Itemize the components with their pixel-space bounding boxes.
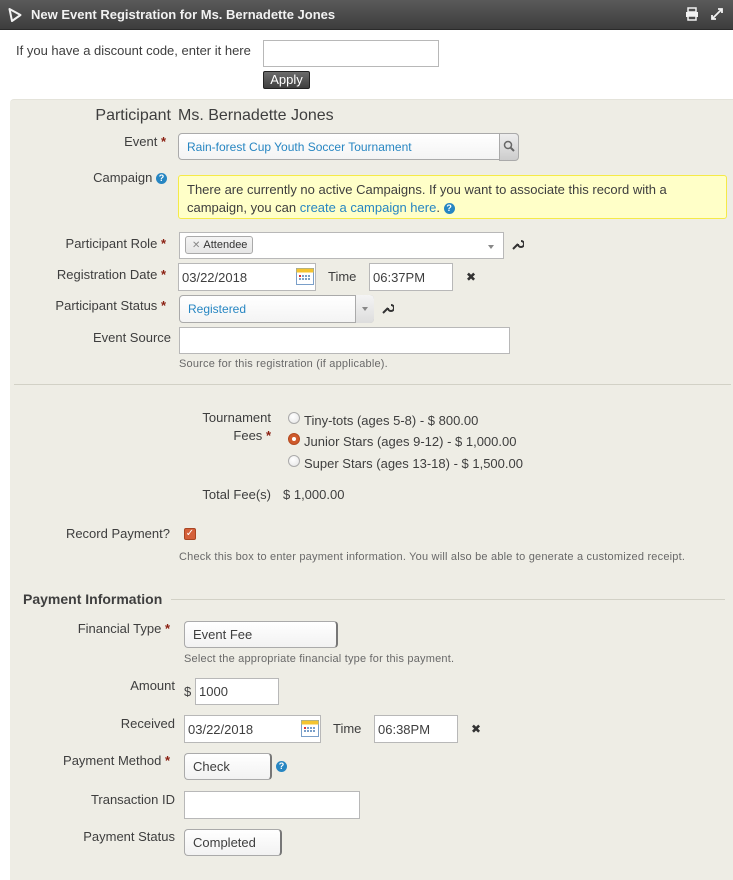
event-source-label: Event Source <box>92 330 171 345</box>
payment-status-select[interactable]: Completed <box>184 829 282 856</box>
calendar-icon[interactable] <box>301 720 319 737</box>
create-campaign-help-icon[interactable]: ? <box>444 203 455 214</box>
tournament-fees-label: Tournament Fees * <box>202 410 271 443</box>
campaign-notice-text-2: campaign, you can <box>187 200 300 215</box>
amount-input[interactable] <box>195 678 279 705</box>
campaign-label: Campaign ? <box>93 170 167 185</box>
chip-label: Attendee <box>203 239 248 251</box>
total-fees-label: Total Fee(s) <box>202 487 271 502</box>
event-search-button[interactable] <box>499 133 519 161</box>
transaction-id-input[interactable] <box>184 791 360 819</box>
event-selected-value: Rain-forest Cup Youth Soccer Tournament <box>187 140 412 154</box>
expand-icon[interactable] <box>710 7 724 21</box>
participant-role-label: Participant Role * <box>65 236 166 251</box>
wrench-icon[interactable] <box>381 302 394 315</box>
search-icon <box>503 140 516 153</box>
participant-status-label: Participant Status * <box>55 298 166 313</box>
apply-discount-button[interactable]: Apply <box>263 71 310 89</box>
fee-option-label: Super Stars (ages 13-18) - $ 1,500.00 <box>304 456 523 471</box>
participant-status-value: Registered <box>188 302 247 316</box>
financial-type-select[interactable]: Event Fee <box>184 621 338 648</box>
currency-symbol: $ <box>184 684 192 699</box>
create-campaign-link[interactable]: create a campaign here <box>299 200 437 215</box>
discount-code-label: If you have a discount code, enter it here <box>16 43 251 58</box>
record-payment-checkbox[interactable]: ✓ <box>185 528 195 539</box>
wrench-icon[interactable] <box>511 238 524 251</box>
fee-option-label: Junior Stars (ages 9-12) - $ 1,000.00 <box>304 434 517 449</box>
financial-type-label: Financial Type * <box>77 621 170 636</box>
received-time-label: Time <box>333 721 362 736</box>
received-label: Received <box>120 716 175 731</box>
window-titlebar <box>0 0 733 30</box>
campaign-notice-text: There are currently no active Campaigns. If you want to associate this record with a <box>187 182 667 197</box>
discount-code-input[interactable] <box>263 40 439 67</box>
record-payment-description: Check this box to enter payment information. You will also be able to generate a customized receipt. <box>179 551 686 563</box>
payment-method-label: Payment Method * <box>63 753 170 768</box>
fee-option-radio-super-stars[interactable] <box>288 455 300 467</box>
clear-date-icon[interactable]: ✖ <box>466 270 477 284</box>
participant-status-select[interactable] <box>179 295 374 323</box>
chevron-down-icon <box>488 245 494 249</box>
registration-time-input[interactable] <box>369 263 453 291</box>
participant-role-chip <box>185 236 253 254</box>
registration-time-label: Time <box>328 269 357 284</box>
participant-label: Participant <box>95 107 171 124</box>
participant-status-dropdown-button[interactable] <box>355 295 374 323</box>
fee-option-label: Tiny-tots (ages 5-8) - $ 800.00 <box>304 413 479 428</box>
calendar-icon[interactable] <box>296 268 314 285</box>
campaign-help-icon[interactable]: ? <box>156 173 167 184</box>
transaction-id-label: Transaction ID <box>90 792 175 807</box>
payment-status-label: Payment Status <box>83 829 175 844</box>
event-source-description: Source for this registration (if applicable). <box>179 358 388 370</box>
campaign-notice <box>178 175 727 219</box>
logo-icon <box>7 7 23 23</box>
total-fees-value: $ 1,000.00 <box>283 487 345 502</box>
payment-information-legend: Payment Information <box>23 591 163 607</box>
received-time-input[interactable] <box>374 715 458 743</box>
event-source-input[interactable] <box>179 327 510 354</box>
record-payment-label: Record Payment? <box>65 526 170 541</box>
section-divider <box>14 384 731 385</box>
event-select[interactable] <box>178 133 519 160</box>
window-title: New Event Registration for Ms. Bernadette Jones <box>31 7 336 22</box>
event-label: Event * <box>124 134 166 149</box>
registration-date-label: Registration Date * <box>56 267 166 282</box>
campaign-notice-suffix: . <box>436 200 440 215</box>
payment-method-select[interactable]: Check <box>184 753 272 780</box>
chevron-down-icon <box>362 307 368 311</box>
fee-option-radio-tiny-tots[interactable] <box>288 412 300 424</box>
clear-received-date-icon[interactable]: ✖ <box>471 722 482 736</box>
print-icon[interactable] <box>685 7 699 21</box>
amount-label: Amount <box>130 678 175 693</box>
payment-method-help-icon[interactable]: ? <box>276 761 287 772</box>
financial-type-description: Select the appropriate financial type for this payment. <box>184 653 455 665</box>
fee-option-radio-junior-stars[interactable] <box>288 433 300 445</box>
remove-chip-icon[interactable]: ✕ <box>192 240 201 251</box>
participant-name: Ms. Bernadette Jones <box>178 107 334 124</box>
legend-divider <box>171 599 725 600</box>
